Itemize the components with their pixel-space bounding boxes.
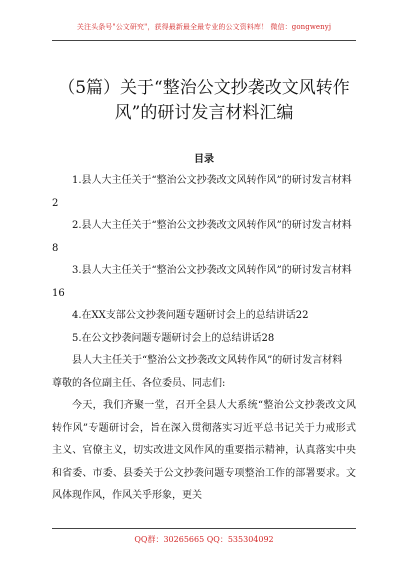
toc-item: 4.在XX支部公文抄袭问题专题研讨会上的总结讲话22 xyxy=(72,310,309,321)
header-note: 关注头条号"公文研究"，获得最新最全最专业的公文资料库！ 微信：gongwenyj xyxy=(76,23,332,31)
toc-item: 1.县人大主任关于“整治公文抄袭改文风转作风”的研讨发言材料2 xyxy=(52,175,352,209)
section-title: 县人大主任关于“整治公文抄袭改文风转作风”的研讨发言材料 xyxy=(72,355,343,366)
salutation: 尊敬的各位副主任、各位委员、同志们: xyxy=(52,377,226,389)
document-title: （5篇）关于“整治公文抄袭改文风转作风”的研讨发言材料汇编 xyxy=(58,78,350,123)
toc-item: 2.县人大主任关于“整治公文抄袭改文风转作风”的研讨发言材料8 xyxy=(52,220,352,254)
body-paragraph: 今天，我们齐聚一堂，召开全县人大系统“整治公文抄袭改文风转作风”专题研讨会，旨在深入贯彻落实习近平总书记关于力戒形式主义、官僚主义，切实改进文风作风的重要指示精神，认真落实中央和省委、市委、县委关于公文抄袭问题专项整治工作的部署要求。文风体现作风，作风关乎形象，更关 xyxy=(52,400,356,501)
toc-heading: 目录 xyxy=(194,154,214,165)
footer-divider xyxy=(52,528,356,529)
header-divider xyxy=(52,40,356,41)
toc-item: 5.在公文抄袭问题专题研讨会上的总结讲话28 xyxy=(72,332,275,344)
document-body xyxy=(52,170,356,508)
footer-contact: QQ群：30265665 QQ：535304092 xyxy=(134,535,274,544)
toc-item: 3.县人大主任关于“整治公文抄袭改文风转作风”的研讨发言材料16 xyxy=(52,265,352,299)
